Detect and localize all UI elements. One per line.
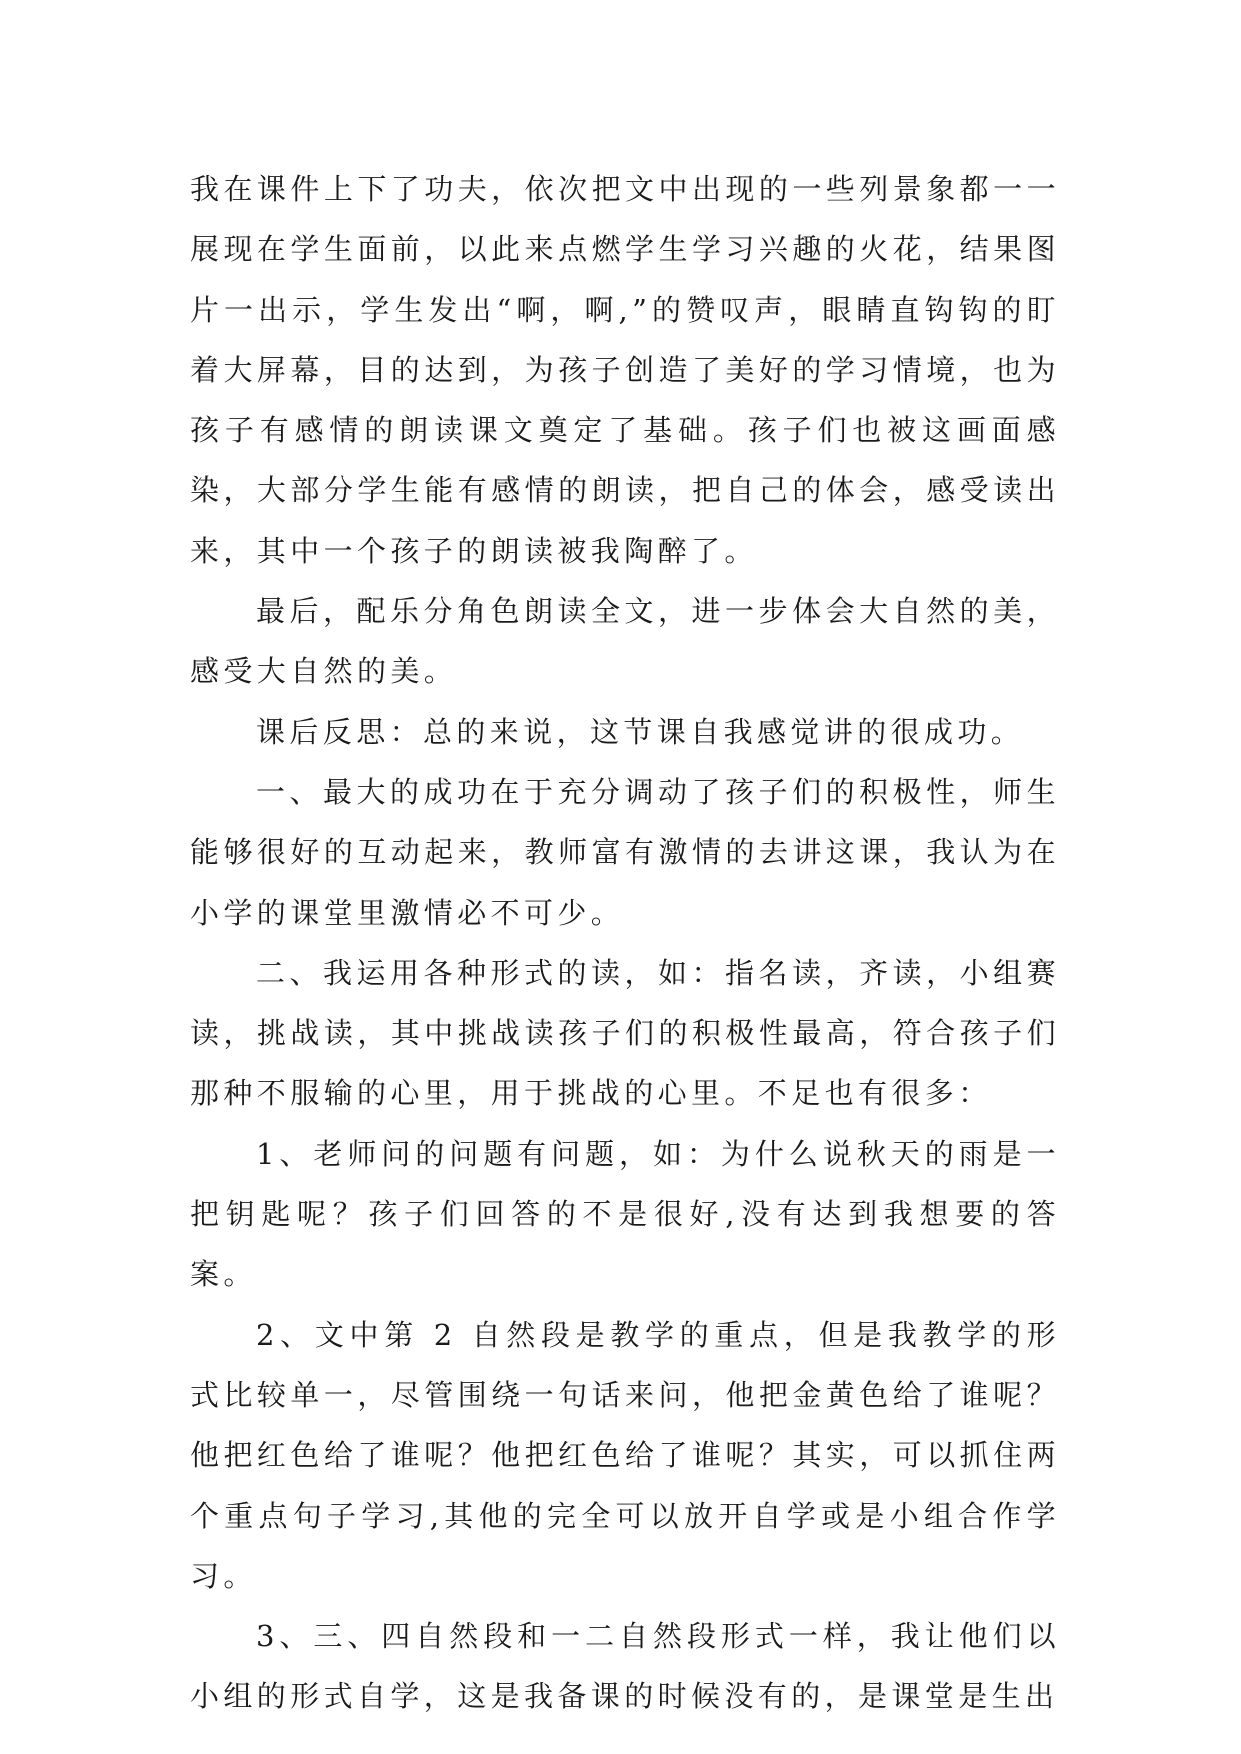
- paragraph: 最后，配乐分角色朗读全文，进一步体会大自然的美，感受大自然的美。: [190, 594, 1060, 689]
- paragraph: 课后反思：总的来说，这节课自我感觉讲的很成功。: [256, 714, 1025, 749]
- paragraph: 我在课件上下了功夫，依次把文中出现的一些列景象都一一展现在学生面前，以此来点燃学生学习兴趣的火花，结果图片一出示，学生发出“啊，啊,”的赞叹声，眼睛直钩钩的盯着大屏幕，目的达到，为孩子创造了美好的学习情境，也为孩子有感情的朗读课文奠定了基础。孩子们也被这画面感染，大部分学生能有感情的朗读，把自己的体会，感受读出来，其中一个孩子的朗读被我陶醉了。: [190, 172, 1060, 568]
- paragraph: 二、我运用各种形式的读，如：指名读，齐读，小组赛读，挑战读，其中挑战读孩子们的积极性最高，符合孩子们那种不服输的心里，用于挑战的心里。不足也有很多：: [190, 955, 1060, 1111]
- paragraph: 3、三、四自然段和一二自然段形式一样，我让他们以小组的形式自学，这是我备课的时候没有的，是课堂是生出: [190, 1619, 1060, 1714]
- paragraph: 2、文中第 2 自然段是教学的重点，但是我教学的形式比较单一，尽管围绕一句话来问，他把金黄色给了谁呢？他把红色给了谁呢？他把红色给了谁呢？其实，可以抓住两个重点句子学习,其他的完全可以放开自学或是小组合作学习。: [190, 1317, 1060, 1593]
- paragraph: 一、最大的成功在于充分调动了孩子们的积极性，师生能够很好的互动起来，教师富有激情的去讲这课，我认为在小学的课堂里激情必不可少。: [190, 774, 1060, 930]
- document-body: [190, 159, 1060, 1727]
- paragraph: 1、老师问的问题有问题，如：为什么说秋天的雨是一把钥匙呢？孩子们回答的不是很好,没有达到我想要的答案。: [190, 1136, 1060, 1292]
